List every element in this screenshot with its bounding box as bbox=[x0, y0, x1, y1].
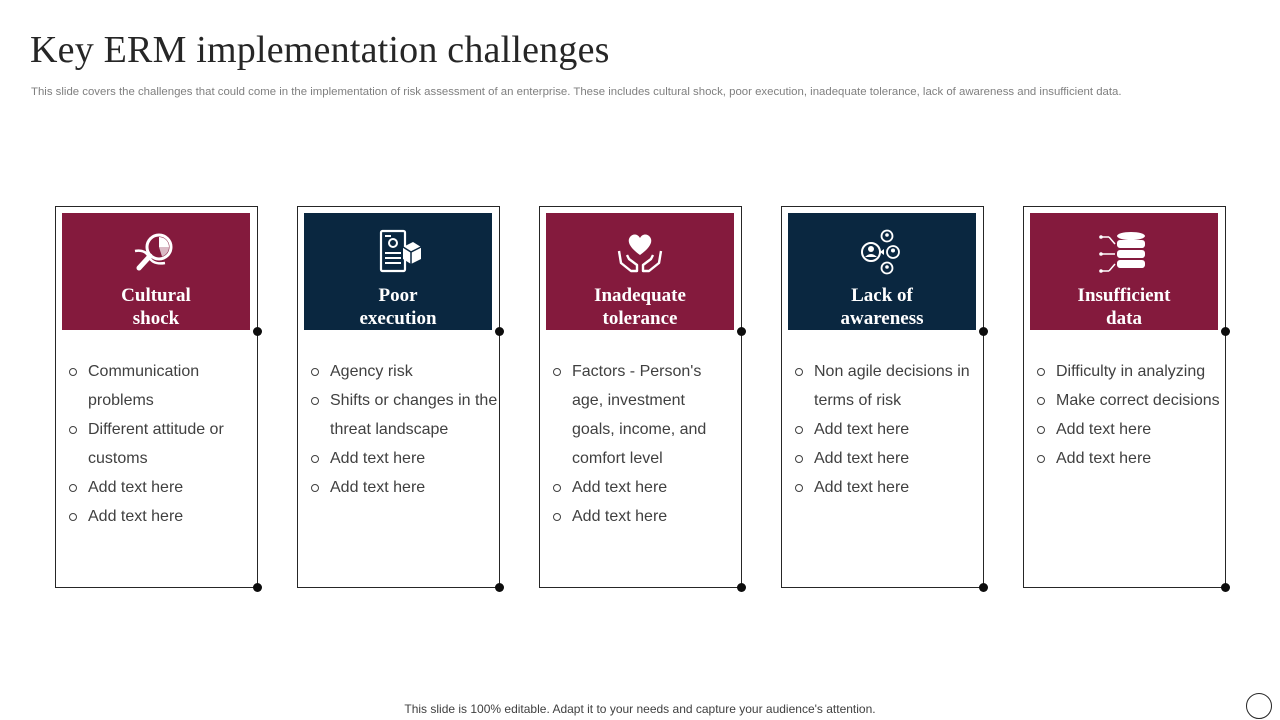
card-header bbox=[546, 213, 734, 330]
connector-dot bbox=[495, 327, 504, 336]
challenge-list bbox=[68, 357, 238, 531]
pie-chart-magnifier-icon bbox=[131, 227, 181, 277]
list-item: Make correct decisions bbox=[1036, 386, 1226, 415]
connector-dot bbox=[1221, 583, 1230, 592]
card-header bbox=[62, 213, 250, 330]
connector-dot bbox=[737, 327, 746, 336]
challenge-card-inadequate-tolerance bbox=[539, 206, 742, 588]
list-item: Add text here bbox=[310, 444, 500, 473]
list-item: Difficulty in analyzing bbox=[1036, 357, 1226, 386]
card-header bbox=[1030, 213, 1218, 330]
card-header bbox=[304, 213, 492, 330]
card-title-line2: data bbox=[1106, 308, 1142, 329]
card-title-line1: Cultural bbox=[121, 285, 191, 306]
list-item: Different attitude or customs bbox=[68, 415, 238, 473]
challenge-list bbox=[1036, 357, 1226, 473]
list-item: Factors - Person's age, investment goals, income, and comfort level bbox=[552, 357, 722, 473]
connector-dot bbox=[979, 327, 988, 336]
slide-subtitle: This slide covers the challenges that could come in the implementation of risk assessment of an enterprise. These includes cultural shock, poor execution, inadequate tolerance, lack of awareness and insufficient data. bbox=[31, 86, 1122, 98]
card-title-line2: execution bbox=[359, 308, 437, 329]
list-item: Add text here bbox=[1036, 415, 1226, 444]
list-item: Add text here bbox=[310, 473, 500, 502]
card-title-line1: Lack of bbox=[851, 285, 913, 306]
challenge-card-poor-execution bbox=[297, 206, 500, 588]
connector-dot bbox=[495, 583, 504, 592]
challenge-card-cultural-shock bbox=[55, 206, 258, 588]
challenge-list bbox=[794, 357, 984, 502]
slide-title: Key ERM implementation challenges bbox=[30, 29, 610, 71]
challenge-list bbox=[552, 357, 722, 531]
card-title-line2: awareness bbox=[840, 308, 924, 329]
list-item: Add text here bbox=[68, 502, 238, 531]
card-title-line2: tolerance bbox=[602, 308, 678, 329]
people-network-icon bbox=[857, 227, 907, 277]
slide-footer: This slide is 100% editable. Adapt it to your needs and capture your audience's attention. bbox=[404, 702, 876, 716]
connector-dot bbox=[737, 583, 746, 592]
list-item: Shifts or changes in the threat landscape bbox=[310, 386, 500, 444]
card-title-line1: Insufficient bbox=[1077, 285, 1171, 306]
challenge-list bbox=[310, 357, 500, 502]
list-item: Add text here bbox=[794, 415, 984, 444]
list-item: Communication problems bbox=[68, 357, 238, 415]
card-title-line2: shock bbox=[132, 308, 180, 329]
connector-dot bbox=[979, 583, 988, 592]
card-title-line1: Inadequate bbox=[594, 285, 686, 306]
connector-dot bbox=[253, 327, 262, 336]
circle-icon bbox=[1246, 693, 1272, 719]
connector-dot bbox=[253, 583, 262, 592]
list-item: Add text here bbox=[552, 502, 722, 531]
card-title-line1: Poor bbox=[378, 285, 418, 306]
list-item: Add text here bbox=[68, 473, 238, 502]
server-document-icon bbox=[373, 227, 423, 277]
challenge-card-lack-of-awareness bbox=[781, 206, 984, 588]
list-item: Add text here bbox=[552, 473, 722, 502]
list-item: Add text here bbox=[1036, 444, 1226, 473]
heart-hands-icon bbox=[615, 227, 665, 277]
card-header bbox=[788, 213, 976, 330]
connector-dot bbox=[1221, 327, 1230, 336]
challenge-card-insufficient-data bbox=[1023, 206, 1226, 588]
list-item: Add text here bbox=[794, 444, 984, 473]
list-item: Non agile decisions in terms of risk bbox=[794, 357, 984, 415]
database-network-icon bbox=[1099, 227, 1149, 277]
list-item: Agency risk bbox=[310, 357, 500, 386]
list-item: Add text here bbox=[794, 473, 984, 502]
